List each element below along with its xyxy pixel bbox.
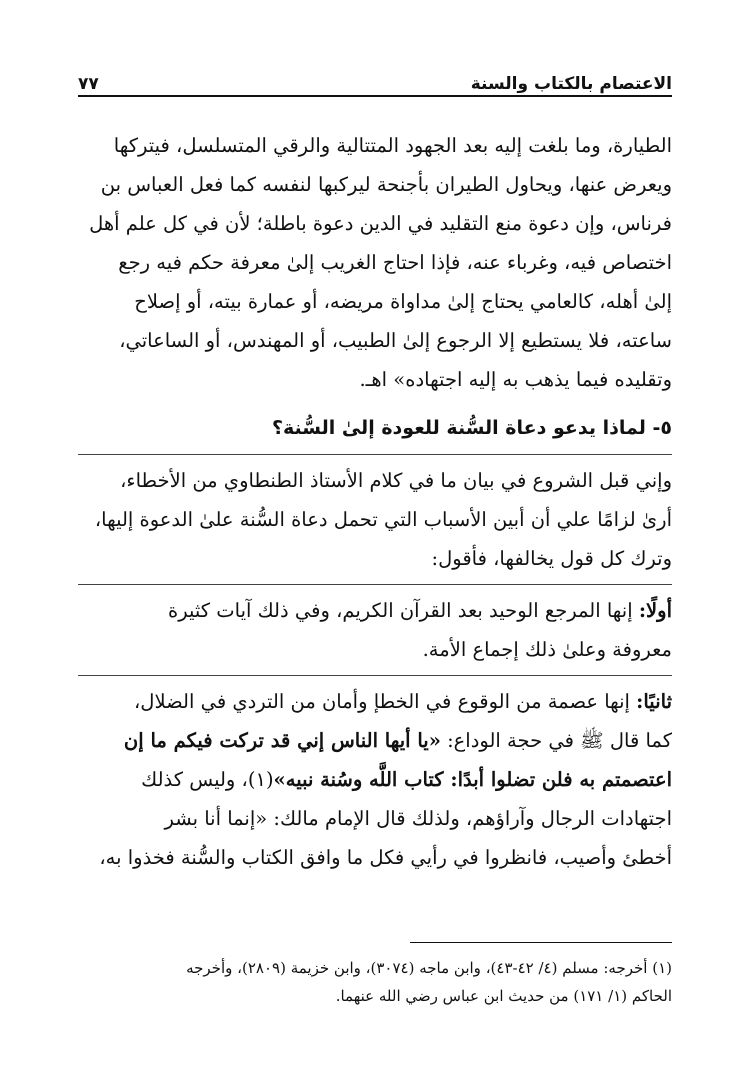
footnote-rule — [410, 942, 672, 943]
footnote-line: الحاكم (١/ ١٧١) من حديث ابن عباس رضي الله عنهما. — [335, 987, 672, 1005]
body-line: اختصاص فيه، وغرباء عنه، فإذا احتاج الغريب إلىٰ معرفة حكم فيه رجع — [118, 251, 672, 274]
point-label: أولًا: — [638, 599, 672, 622]
footnotes — [78, 954, 672, 1010]
body-line: إلىٰ أهله، كالعامي يحتاج إلىٰ مداواة مريضه، أو عمارة بيته، أو إصلاح — [134, 290, 672, 313]
body-line — [78, 591, 672, 630]
body-line: ساعته، فلا يستطيع إلا الرجوع إلىٰ الطبيب، أو المهندس، أو الساعاتي، — [119, 329, 672, 352]
body-line: أخطئ وأصيب، فانظروا في رأيي فكل ما وافق الكتاب والسُّنة فخذوا به، — [99, 846, 672, 869]
body-line: وتقليده فيما يذهب به إليه اجتهاده» اهـ. — [359, 368, 672, 391]
body-line — [78, 721, 672, 760]
point-text: إنها المرجع الوحيد بعد القرآن الكريم، وفي ذلك آيات كثيرة — [168, 599, 639, 622]
body-line — [78, 682, 672, 721]
page-body — [78, 126, 672, 877]
paragraph-divider — [78, 675, 672, 676]
body-line: وترك كل قول يخالفها، فأقول: — [431, 547, 672, 570]
running-title: الاعتصام بالكتاب والسنة — [470, 74, 672, 94]
header-rule — [78, 95, 672, 97]
section-heading: ٥- لماذا يدعو دعاة السُّنة للعودة إلىٰ السُّنة؟ — [271, 417, 672, 439]
footnote-line: (١) أخرجه: مسلم (٤/ ٤٢-٤٣)، وابن ماجه (٣٠٧٤)، وابن خزيمة (٢٨٠٩)، وأخرجه — [186, 959, 672, 977]
hadith-intro: كما قال ﷺ في حجة الوداع: — [440, 729, 672, 752]
body-line — [78, 760, 672, 799]
body-line: اجتهادات الرجال وآراؤهم، ولذلك قال الإمام مالك: «إنما أنا بشر — [164, 807, 672, 830]
page-header — [78, 60, 672, 94]
body-line: وإني قبل الشروع في بيان ما في كلام الأستاذ الطنطاوي من الأخطاء، — [120, 469, 672, 492]
section-divider — [78, 454, 672, 455]
hadith-quote: اعتصمتم به فلن تضلوا أبدًا: كتاب اللَّه وسُنة نبيه» — [273, 768, 672, 791]
footnote-ref: (١)، وليس كذلك — [141, 768, 274, 791]
page-number: ٧٧ — [78, 74, 99, 94]
point-label: ثانيًا: — [636, 690, 672, 713]
paragraph-divider — [78, 584, 672, 585]
point-text: إنها عصمة من الوقوع في الخطإ وأمان من التردي في الضلال، — [134, 690, 637, 713]
body-line: ويعرض عنها، ويحاول الطيران بأجنحة ليركبها لنفسه كما فعل العباس بن — [100, 173, 672, 196]
body-line: فرناس، وإن دعوة منع التقليد في الدين دعوة باطلة؛ لأن في كل علم أهل — [89, 212, 672, 235]
body-line: معروفة وعلىٰ ذلك إجماع الأمة. — [422, 638, 672, 661]
body-line: الطيارة، وما بلغت إليه بعد الجهود المتتالية والرقي المتسلسل، فيتركها — [113, 134, 672, 157]
hadith-quote: «يا أيها الناس إني قد تركت فيكم ما إن — [123, 729, 441, 752]
body-line: أرىٰ لزامًا علي أن أبين الأسباب التي تحمل دعاة السُّنة علىٰ الدعوة إليها، — [94, 508, 672, 531]
